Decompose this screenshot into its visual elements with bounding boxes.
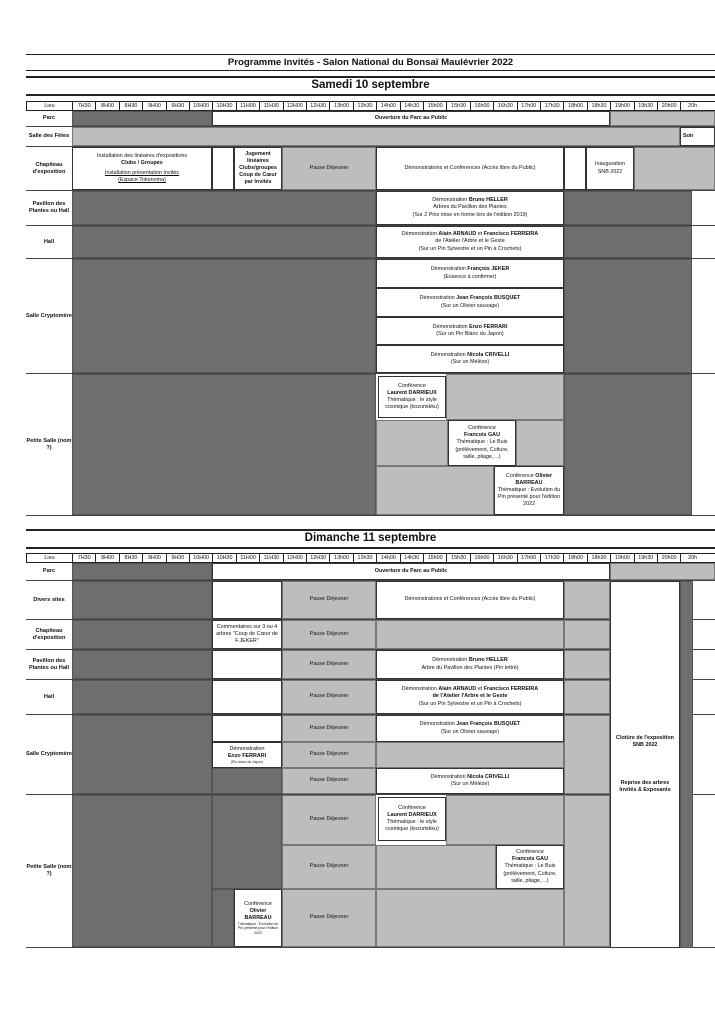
time-slot: 10H30 — [212, 102, 235, 110]
row-label: Parc — [42, 115, 56, 121]
empty-slot — [212, 581, 282, 619]
empty-slot — [212, 715, 282, 742]
time-slot: 18h00 — [563, 554, 586, 562]
conf-darrieux: Conférence Laurent DARRIEUX Thématique : le style cosmique (kozumikku) — [378, 797, 446, 841]
unavailable-block — [72, 620, 212, 649]
demo-heller: Démonstration Bruno HELLER Arbre du Pavillon des Plantes (Pin lettré) — [376, 650, 564, 679]
demos-block: Démonstrations et Conférences (Accès libre du Public) — [376, 147, 564, 190]
time-slot: 20h00 — [657, 102, 680, 110]
time-slot: 9H30 — [166, 554, 189, 562]
unavailable-block — [72, 563, 212, 580]
free-block — [376, 466, 494, 515]
closed-block — [634, 147, 715, 190]
unavailable-block — [72, 650, 212, 679]
time-slot: 16h30 — [493, 554, 516, 562]
row-label: Salle des Fêtes — [28, 133, 70, 139]
time-slot: 15h30 — [446, 102, 469, 110]
demo-busquet: Démonstration Jean François BUSQUET (Sur un Olivier sauvage) — [376, 288, 564, 317]
conf-barreau: Conférence Olivier BARREAU Thématique : Evolution du Pin présenté pour l'édition 2022 — [494, 466, 564, 515]
free-block — [516, 420, 564, 466]
demo-heller: Démonstration Bruno HELLER Arbres du Pavillon des Plantes (Sur 2 Pins mise en forme lors de l'édition 2019) — [376, 191, 564, 225]
time-slot: 10H00 — [189, 554, 212, 562]
time-slot: 20h — [680, 102, 703, 110]
time-slot: 19h30 — [634, 102, 657, 110]
unavailable-block — [212, 768, 282, 794]
unavailable-block — [72, 191, 376, 225]
time-slot: 9H00 — [142, 102, 165, 110]
unavailable-block — [72, 374, 376, 515]
time-slot: 10H30 — [212, 554, 235, 562]
conf-gau: Conférence Francois GAU Thématique : Le Buis (prélèvement, Culture, taille, pliage,…) — [448, 420, 516, 466]
lunch-break: Pause Déjeuner — [282, 715, 376, 742]
salle-fetes-evening: Soir — [680, 127, 715, 146]
time-slot: 8H30 — [119, 554, 142, 562]
row-label: Pavillon des Plantes ou Hall — [28, 201, 70, 214]
sun-row-parc — [26, 563, 715, 581]
time-slot: 9H30 — [166, 102, 189, 110]
sat-row-petite-salle — [26, 374, 715, 516]
unavailable-block — [564, 374, 692, 515]
row-label: Hall — [43, 238, 55, 245]
free-block — [376, 620, 564, 649]
time-slot: 19h30 — [634, 554, 657, 562]
unavailable-block — [72, 259, 376, 373]
time-slot: 17h00 — [517, 554, 540, 562]
sat-row-parc — [26, 111, 715, 127]
demo-busquet: Démonstration Jean François BUSQUET (Sur un Olivier sauvage) — [376, 715, 564, 742]
time-slot: 11H30 — [259, 102, 282, 110]
demo-jeker: Démonstration François JEKER (Essence à confirmer) — [376, 259, 564, 288]
conf-darrieux: Conférence Laurent DARRIEUX Thématique : le style cosmique (kozumikku) — [378, 376, 446, 418]
unavailable-block — [72, 795, 212, 947]
time-slot: 18h30 — [587, 102, 610, 110]
unavailable-block — [212, 889, 234, 947]
time-slot: 16h30 — [493, 102, 516, 110]
time-slot: 13h30 — [353, 554, 376, 562]
free-block — [376, 889, 564, 947]
time-slot: 14h00 — [376, 102, 399, 110]
row-label: Salle Cryptomère — [26, 751, 73, 757]
time-slot: 15h30 — [446, 554, 469, 562]
time-slot: 12H00 — [283, 554, 306, 562]
sunday-time-header — [26, 553, 715, 563]
free-block — [564, 680, 610, 714]
time-slot: 8H00 — [95, 102, 118, 110]
time-slot: 14h30 — [400, 102, 423, 110]
time-slot: 13h00 — [329, 554, 352, 562]
closed-block — [610, 111, 715, 126]
empty-slot — [212, 650, 282, 679]
sunday-title: Dimanche 11 septembre — [304, 532, 437, 544]
time-slot: 11H00 — [236, 102, 259, 110]
installation-block: Installation des linéaires d'expositions Clubs / Groupes Installation présentation Invités (Espace Tokonoma) — [72, 147, 212, 190]
time-slot: 18h30 — [587, 554, 610, 562]
time-slot: 9H00 — [142, 554, 165, 562]
row-label: Salle Cryptomère — [26, 312, 73, 319]
time-slot: 8H30 — [119, 102, 142, 110]
time-slot: 16h00 — [470, 102, 493, 110]
row-label: Petite Salle (nom ?) — [26, 437, 72, 451]
unavailable-block — [72, 581, 212, 619]
free-block — [564, 715, 610, 794]
row-label: Parc — [42, 568, 56, 574]
saturday-title: Samedi 10 septembre — [311, 79, 430, 91]
parc-opening: Ouverture du Parc au Public — [212, 111, 610, 126]
row-label: Hall — [43, 693, 55, 700]
unavailable-block — [564, 191, 692, 225]
lunch-break: Pause Déjeuner — [282, 650, 376, 679]
lunch-break: Pause Déjeuner — [282, 768, 376, 794]
salle-fetes-block — [72, 127, 680, 146]
parc-opening: Ouverture du Parc au Public — [212, 563, 610, 580]
demo-arnaud-ferreira: Démonstration Alain ARNAUD et Francisco FERREIRA de l'Atelier l'Arbre et le Geste (Sur un Pin Sylvestre et un Pin à Crochets) — [376, 680, 564, 714]
empty-slot — [212, 680, 282, 714]
sat-row-salle-crypto — [26, 259, 715, 374]
lunch-break: Pause Déjeuner — [282, 620, 376, 649]
document-title: Programme Invités - Salon National du Bonsaï Maulévrier 2022 — [227, 57, 514, 68]
time-slot: 10H00 — [189, 102, 212, 110]
free-block — [564, 650, 610, 679]
lunch-break: Pause Déjeuner — [282, 795, 376, 845]
lunch-break: Pause Déjeuner — [282, 889, 376, 947]
sat-row-salle-fetes — [26, 127, 715, 147]
row-label: Chapiteau d'exposition — [32, 627, 66, 641]
unavailable-block — [564, 259, 692, 373]
unavailable-block — [564, 226, 692, 258]
demos-block: Démonstrations et Conférences (Accès libre du Public) — [376, 581, 564, 619]
time-slot: 13h30 — [353, 102, 376, 110]
inauguration-block: Inauguration SNB 2022 — [586, 147, 634, 190]
empty-slot — [564, 147, 586, 190]
unavailable-block — [680, 581, 693, 948]
time-slot: 12H00 — [283, 102, 306, 110]
free-block — [446, 795, 564, 845]
lunch-break: Pause Déjeuner — [282, 147, 376, 190]
free-block — [376, 742, 564, 768]
time-slot: 19h00 — [610, 102, 633, 110]
jury-block: Jugement linéaires Clubs/groupes Coup de Cœur par Invités — [234, 147, 282, 190]
time-slot: 15h00 — [423, 102, 446, 110]
free-block — [564, 795, 610, 947]
unavailable-block — [212, 795, 282, 889]
empty-slot — [212, 147, 234, 190]
time-slot: 17h00 — [517, 102, 540, 110]
commentaires-block: Commentaires sur 3 ou 4 arbres "Coup de Cœur de F.JEKER" — [212, 620, 282, 649]
time-slot: 17h30 — [540, 554, 563, 562]
time-slot: 8H00 — [95, 554, 118, 562]
row-label: Pavillon des Plantes ou Hall — [28, 657, 70, 671]
lunch-break: Pause Déjeuner — [282, 680, 376, 714]
time-slot: 12H30 — [306, 102, 329, 110]
demo-arnaud-ferreira: Démonstration Alain ARNAUD et Francisco FERREIRA de l'Atelier l'Arbre et le Geste (Sur un Pin Sylvestre et un Pin à Crochets) — [376, 226, 564, 258]
demo-crivelli: Démonstration Nicola CRIVELLI (Sur un Mélèze) — [376, 768, 564, 794]
time-slot: 14h00 — [376, 554, 399, 562]
conf-gau: Conférence Francois GAU Thématique : Le Buis (prélèvement, Culture, taille, pliage,…) — [496, 845, 564, 889]
closed-block — [610, 563, 715, 580]
unavailable-block — [72, 680, 212, 714]
lunch-break: Pause Déjeuner — [282, 581, 376, 619]
free-block — [564, 581, 610, 619]
saturday-time-header — [26, 101, 715, 111]
demo-ferrari: Démonstration Enzo FERRARI (Sur un Pin Blanc du Japon) — [376, 317, 564, 345]
demo-ferrari: Démonstration Enzo FERRARI (Pin blanc du Japon) — [212, 742, 282, 768]
time-slot: 7H30 — [72, 554, 95, 562]
time-slot: 11H30 — [259, 554, 282, 562]
time-slot: 20h — [680, 554, 703, 562]
time-slot: 11H00 — [236, 554, 259, 562]
time-slot: 16h00 — [470, 554, 493, 562]
time-slot: 20h00 — [657, 554, 680, 562]
lunch-break: Pause Déjeuner — [282, 742, 376, 768]
row-label: Divers sites — [33, 596, 65, 603]
time-slot: 17h30 — [540, 102, 563, 110]
sat-row-hall — [26, 226, 715, 259]
conf-barreau: Conférence Olivier BARREAU Thématique : Evolution du Pin présenté pour l'édition 2022 — [234, 889, 282, 947]
time-slot: 19h00 — [610, 554, 633, 562]
time-slot: 14h30 — [400, 554, 423, 562]
sat-row-chapiteau — [26, 147, 715, 191]
lieu-header: Lieu — [26, 554, 72, 562]
time-slot: 18h00 — [563, 102, 586, 110]
time-slot: 12H30 — [306, 554, 329, 562]
time-slot: 7H30 — [72, 102, 95, 110]
row-label: Chapiteau d'exposition — [32, 161, 66, 175]
time-slot: 13h00 — [329, 102, 352, 110]
lunch-break: Pause Déjeuner — [282, 845, 376, 889]
demo-crivelli: Démonstration Nicola CRIVELLI (Sur un Mélèze) — [376, 345, 564, 373]
closing-block: Clotûre de l'exposition SNB 2022 Reprise des arbres Invités & Exposants — [610, 581, 680, 948]
free-block — [376, 420, 448, 466]
free-block — [564, 620, 610, 649]
unavailable-block — [72, 715, 212, 794]
lieu-header: Lieu — [26, 102, 72, 110]
row-label: Petite Salle (nom ?) — [26, 864, 72, 877]
time-slot: 15h00 — [423, 554, 446, 562]
free-block — [446, 374, 564, 420]
unavailable-block — [72, 226, 376, 258]
sat-row-pavillon — [26, 191, 715, 226]
unavailable-block — [72, 111, 212, 126]
free-block — [376, 845, 496, 889]
